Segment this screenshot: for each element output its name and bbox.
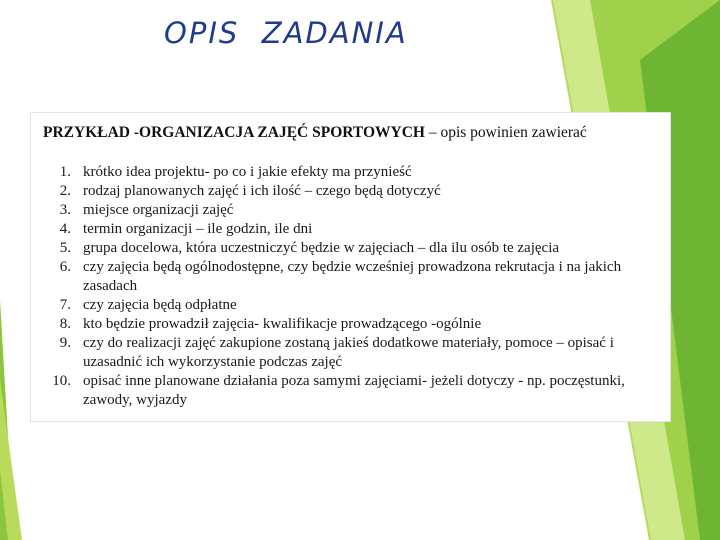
list-item-number: 8. bbox=[59, 316, 71, 332]
list-item-text: opisać inne planowane działania poza samymi zajęciami- jeżeli dotyczy - np. poczęstunki, zawody, wyjazdy bbox=[83, 373, 625, 408]
list-item-number: 3. bbox=[59, 202, 71, 218]
document-heading bbox=[43, 124, 587, 142]
list-item-text: czy zajęcia będą ogólnodostępne, czy będzie wcześniej prowadzona rekrutacja i na jakich zasadach bbox=[83, 259, 622, 294]
list-item-number: 9. bbox=[59, 335, 71, 351]
list-item bbox=[41, 220, 653, 239]
list-item bbox=[41, 182, 653, 201]
list-item-number: 2. bbox=[59, 183, 71, 199]
requirements-list bbox=[41, 163, 653, 410]
list-item-number: 6. bbox=[59, 259, 71, 275]
slide-title: OPIS ZADANIA bbox=[164, 16, 408, 50]
document-image bbox=[30, 112, 671, 422]
list-item bbox=[41, 201, 653, 220]
list-item-text: grupa docelowa, która uczestniczyć będzie w zajęciach – dla ilu osób te zajęcia bbox=[83, 240, 560, 256]
list-item bbox=[41, 334, 653, 372]
list-item bbox=[41, 372, 653, 410]
list-item-text: czy do realizacji zajęć zakupione zostaną jakieś dodatkowe materiały, pomoce – opisać i uzasadnić ich wykorzystanie podczas zajęć bbox=[83, 335, 614, 370]
list-item-number: 7. bbox=[59, 297, 71, 313]
list-item bbox=[41, 239, 653, 258]
document-heading-rest: – opis powinien zawierać bbox=[424, 124, 587, 141]
list-item-number: 10. bbox=[52, 373, 71, 389]
list-item-text: czy zajęcia będą odpłatne bbox=[83, 297, 237, 313]
list-item-text: miejsce organizacji zajęć bbox=[83, 202, 234, 218]
list-item-number: 1. bbox=[59, 164, 71, 180]
list-item-text: rodzaj planowanych zajęć i ich ilość – czego będą dotyczyć bbox=[83, 183, 441, 199]
list-item-text: termin organizacji – ile godzin, ile dni bbox=[83, 221, 313, 237]
list-item-number: 5. bbox=[59, 240, 71, 256]
list-item bbox=[41, 163, 653, 182]
list-item bbox=[41, 258, 653, 296]
list-item bbox=[41, 315, 653, 334]
list-item-text: krótko idea projektu- po co i jakie efekty ma przynieść bbox=[83, 164, 412, 180]
list-item-text: kto będzie prowadził zajęcia- kwalifikacje prowadzącego -ogólnie bbox=[83, 316, 482, 332]
document-heading-bold: PRZYKŁAD -ORGANIZACJA ZAJĘĆ SPORTOWYCH bbox=[43, 124, 425, 141]
list-item bbox=[41, 296, 653, 315]
list-item-number: 4. bbox=[59, 221, 71, 237]
